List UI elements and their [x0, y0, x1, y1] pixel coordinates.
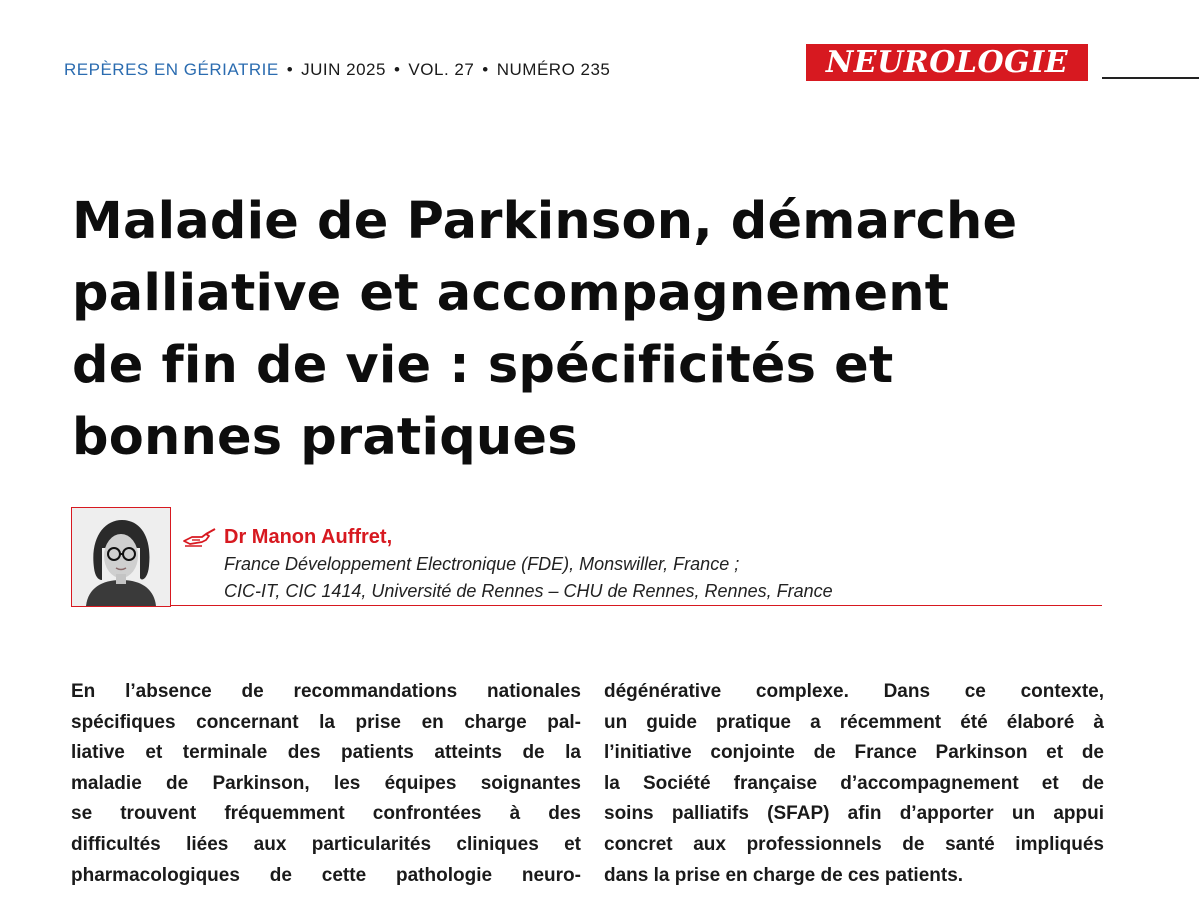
author-affiliation: CIC-IT, CIC 1414, Université de Rennes – CHU de Rennes, Rennes, France: [224, 581, 833, 601]
author-portrait: [71, 507, 171, 607]
title-line: bonnes pratiques: [72, 408, 578, 467]
abstract-line: dans la prise en charge de ces patients.: [604, 864, 964, 886]
header-separator: •: [482, 60, 489, 79]
abstract-line: spécifiques concernant la prise en charge pal-: [71, 711, 581, 733]
abstract-line: pharmacologiques de cette pathologie neuro-: [71, 864, 581, 886]
issue-number: NUMÉRO 235: [496, 60, 611, 79]
writing-hand-icon: [182, 528, 216, 548]
title-line: palliative et accompagnement: [72, 264, 950, 323]
title-line: de fin de vie : spécificités et: [72, 336, 894, 395]
issue-volume: VOL. 27: [408, 60, 475, 79]
author-name: Dr Manon Auffret,: [224, 526, 393, 548]
abstract-line: un guide pratique a récemment été élaboré à: [604, 711, 1104, 733]
abstract-line: concret aux professionnels de santé impliqués: [604, 833, 1104, 855]
abstract-line: se trouvent fréquemment confrontées à des: [71, 803, 581, 825]
abstract-column-left: [71, 677, 581, 891]
abstract-line: dégénérative complexe. Dans ce contexte,: [604, 681, 1104, 702]
title-line: Maladie de Parkinson, démarche: [72, 192, 1018, 251]
article-title: [72, 186, 1162, 474]
abstract-line: soins palliatifs (SFAP) afin d’apporter un appui: [604, 803, 1104, 825]
rubric-rule: [1102, 77, 1199, 79]
abstract-line: En l’absence de recommandations nationales: [71, 681, 581, 702]
author-divider: [171, 605, 1102, 606]
journal-header: [64, 60, 610, 80]
abstract-line: liative et terminale des patients atteints de la: [71, 742, 581, 764]
author-portrait-image: [72, 508, 170, 606]
abstract-line: maladie de Parkinson, les équipes soignantes: [71, 772, 581, 794]
abstract-line: l’initiative conjointe de France Parkinson et de: [604, 742, 1104, 764]
abstract-line: la Société française d’accompagnement et de: [604, 772, 1104, 794]
journal-name: REPÈRES EN GÉRIATRIE: [64, 60, 279, 79]
abstract-column-right: [604, 677, 1104, 891]
header-separator: •: [393, 60, 401, 79]
section-rubric: NEUROLOGIE: [806, 44, 1088, 81]
issue-date: JUIN 2025: [301, 60, 386, 79]
header-separator: •: [286, 60, 294, 79]
abstract-line: difficultés liées aux particularités cliniques et: [71, 833, 581, 855]
author-affiliation: France Développement Electronique (FDE), Monswiller, France ;: [224, 554, 740, 574]
